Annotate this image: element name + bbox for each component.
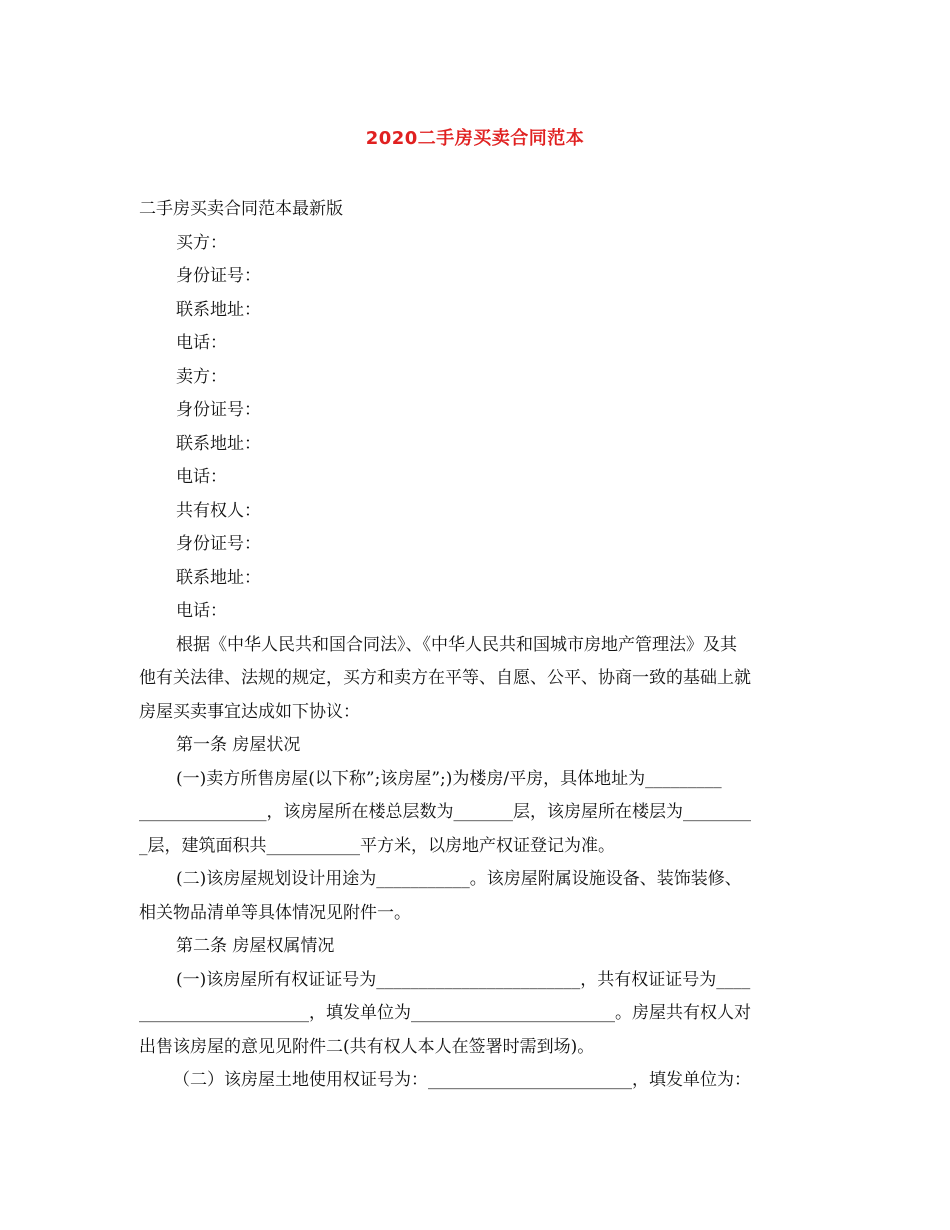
article2-item1-line-1: (一)该房屋所有权证证号为________________________，共有权证证号为____ (176, 969, 751, 990)
article2-item2-line-1: （二）该房屋土地使用权证号为：________________________，填发单位为： (173, 1070, 751, 1090)
seller-label: 卖方： (176, 366, 227, 387)
article2-item1-line-2: ____________________，填发单位为________________________。房屋共有权人对 (139, 1003, 751, 1023)
article2-item1-line-3: 出售该房屋的意见见附件二(共有权人本人在签署时需到场)。 (139, 1036, 595, 1057)
buyer-address-label: 联系地址： (176, 299, 261, 320)
preamble-line-3: 房屋买卖事宜达成如下协议： (139, 701, 360, 722)
co-owner-id-label: 身份证号： (176, 534, 261, 554)
seller-id-label: 身份证号： (176, 400, 261, 420)
article1-item2-line-2: 相关物品清单等具体情况见附件一。 (139, 902, 411, 923)
buyer-phone-label: 电话： (176, 333, 227, 353)
co-owner-address-label: 联系地址： (176, 567, 261, 588)
article1-item1-line-2: _______________，该房屋所在楼总层数为_______层，该房屋所在楼层为________ (139, 802, 751, 822)
preamble-line-2: 他有关法律、法规的规定，买方和卖方在平等、自愿、公平、协商一致的基础上就 (139, 668, 751, 688)
article1-item1-line-1: (一)卖方所售房屋(以下称”;该房屋”;)为楼房/平房，具体地址为_________ (176, 768, 722, 789)
article1-item1-line-3: _层，建筑面积共___________平方米，以房地产权证登记为准。 (139, 835, 615, 856)
co-owner-label: 共有权人： (176, 500, 261, 521)
document-subtitle: 二手房买卖合同范本最新版 (139, 199, 343, 219)
co-owner-phone-label: 电话： (176, 601, 227, 621)
document-body (139, 193, 811, 1098)
article1-heading: 第一条 房屋状况 (176, 735, 301, 755)
article1-item2-line-1: (二)该房屋规划设计用途为___________。该房屋附属设施设备、装饰装修、 (176, 869, 742, 889)
article2-heading: 第二条 房屋权属情况 (176, 936, 335, 956)
preamble-line-1: 根据《中华人民共和国合同法》、《中华人民共和国城市房地产管理法》及其 (176, 634, 737, 655)
document-title: 2020二手房买卖合同范本 (365, 128, 585, 149)
buyer-id-label: 身份证号： (176, 266, 261, 286)
buyer-label: 买方： (176, 232, 227, 253)
seller-address-label: 联系地址： (176, 433, 261, 454)
seller-phone-label: 电话： (176, 467, 227, 487)
